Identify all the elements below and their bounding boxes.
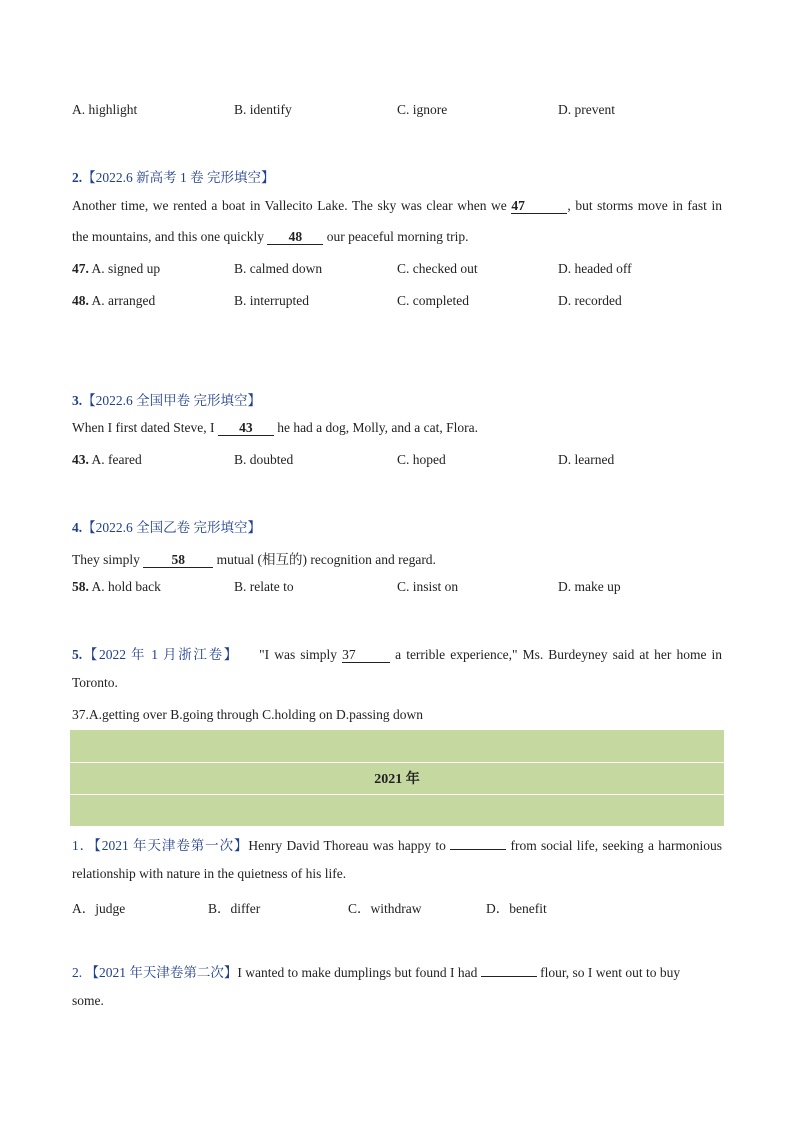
q4-number: 4. — [72, 520, 83, 535]
s1-text-pre: Henry David Thoreau was happy to — [248, 838, 451, 853]
s1-line2: relationship with nature in the quietness of his life. — [72, 866, 347, 881]
q48-a: A. arranged — [91, 293, 156, 308]
s2-line2: some. — [72, 993, 104, 1008]
q58-option-a — [72, 579, 161, 595]
section-band-divider-bottom — [70, 794, 724, 795]
q5-line2: Toronto. — [72, 675, 118, 690]
q47-num: 47. — [72, 261, 89, 276]
q3-source: 【2022.6 全国甲卷 完形填空】 — [82, 393, 261, 408]
q43-option-c: C. hoped — [397, 452, 446, 467]
q5-text-post: a terrible experience," Ms. Burdeyney said at her home in — [390, 647, 723, 662]
blank-58: 58 — [143, 553, 213, 568]
blank-48: 48 — [267, 230, 323, 245]
s2-blank — [481, 976, 537, 977]
q2-heading — [72, 166, 275, 186]
q5-options: 37.A.getting over B.going through C.holding on D.passing down — [72, 707, 423, 722]
q5-line1 — [72, 643, 722, 663]
q58-option-d: D. make up — [558, 579, 621, 594]
q2-number: 2. — [72, 170, 83, 185]
q58-option-b: B. relate to — [234, 579, 294, 594]
q43-a: A. feared — [91, 452, 142, 467]
q48-num: 48. — [72, 293, 89, 308]
q2-text2-post: our peaceful morning trip. — [323, 229, 469, 244]
s1-source: 1．【2021 年天津卷第一次】 — [72, 838, 249, 853]
q5-number: 5. — [72, 647, 83, 662]
q47-option-c: C. checked out — [397, 261, 478, 276]
q58-option-c: C. insist on — [397, 579, 459, 594]
q4-text-post: mutual (相互的) recognition and regard. — [213, 552, 436, 567]
q4-text-pre: They simply — [72, 552, 144, 567]
s1-option-a: A．judge — [72, 901, 126, 916]
q5-text-pre: "I was simply — [259, 647, 343, 662]
s1-option-d: D．benefit — [486, 901, 547, 916]
q5-source: 【2022 年 1 月浙江卷】 — [82, 647, 239, 662]
q3-text-post: he had a dog, Molly, and a cat, Flora. — [273, 420, 479, 435]
q0-option-d: D. prevent — [558, 102, 615, 117]
q0-option-b: B. identify — [234, 102, 292, 117]
blank-47: 47 — [511, 199, 567, 214]
q47-option-d: D. headed off — [558, 261, 632, 276]
q43-option-a — [72, 452, 142, 468]
q2-source: 【2022.6 新高考 1 卷 完形填空】 — [82, 170, 275, 185]
s2-source: 2. 【2021 年天津卷第二次】 — [72, 965, 238, 980]
q58-a: A. hold back — [91, 579, 161, 594]
q2-text-line2 — [72, 229, 468, 245]
q43-option-b: B. doubted — [234, 452, 294, 467]
s2-text-post: flour, so I went out to buy — [536, 965, 681, 980]
q47-a: A. signed up — [91, 261, 161, 276]
q2-text-post: , but storms move in fast in — [567, 198, 722, 213]
s1-option-c: C．withdraw — [348, 901, 422, 916]
q47-option-b: B. calmed down — [234, 261, 323, 276]
q4-text — [72, 548, 436, 568]
s2-text-pre: I wanted to make dumplings but found I had — [237, 965, 481, 980]
q48-option-a — [72, 293, 155, 309]
blank-43: 43 — [218, 421, 274, 436]
q0-option-c: C. ignore — [397, 102, 448, 117]
section-band-divider-top — [70, 762, 724, 763]
q2-text2-pre: the mountains, and this one quickly — [72, 229, 268, 244]
s1-option-b: B．differ — [208, 901, 261, 916]
q4-source: 【2022.6 全国乙卷 完形填空】 — [82, 520, 261, 535]
q48-option-d: D. recorded — [558, 293, 622, 308]
q0-option-a: A. highlight — [72, 102, 138, 117]
q3-text — [72, 420, 478, 436]
blank-37: 37 — [342, 648, 390, 663]
q43-num: 43. — [72, 452, 89, 467]
q43-option-d: D. learned — [558, 452, 615, 467]
q2-text-line1 — [72, 198, 722, 214]
q3-number: 3. — [72, 393, 83, 408]
q3-text-pre: When I first dated Steve, I — [72, 420, 218, 435]
q48-option-c: C. completed — [397, 293, 469, 308]
section-title: 2021 年 — [374, 772, 420, 787]
q2-text-pre: Another time, we rented a boat in Vallecito Lake. The sky was clear when we — [72, 198, 512, 213]
q58-num: 58. — [72, 579, 89, 594]
s2-line1 — [72, 961, 680, 981]
q48-option-b: B. interrupted — [234, 293, 309, 308]
s1-blank — [450, 849, 506, 850]
q4-heading — [72, 516, 261, 536]
q3-heading — [72, 389, 261, 409]
s1-text-post: from social life, seeking a harmonious — [506, 838, 722, 853]
q47-option-a — [72, 261, 160, 277]
s1-line1 — [72, 834, 722, 854]
